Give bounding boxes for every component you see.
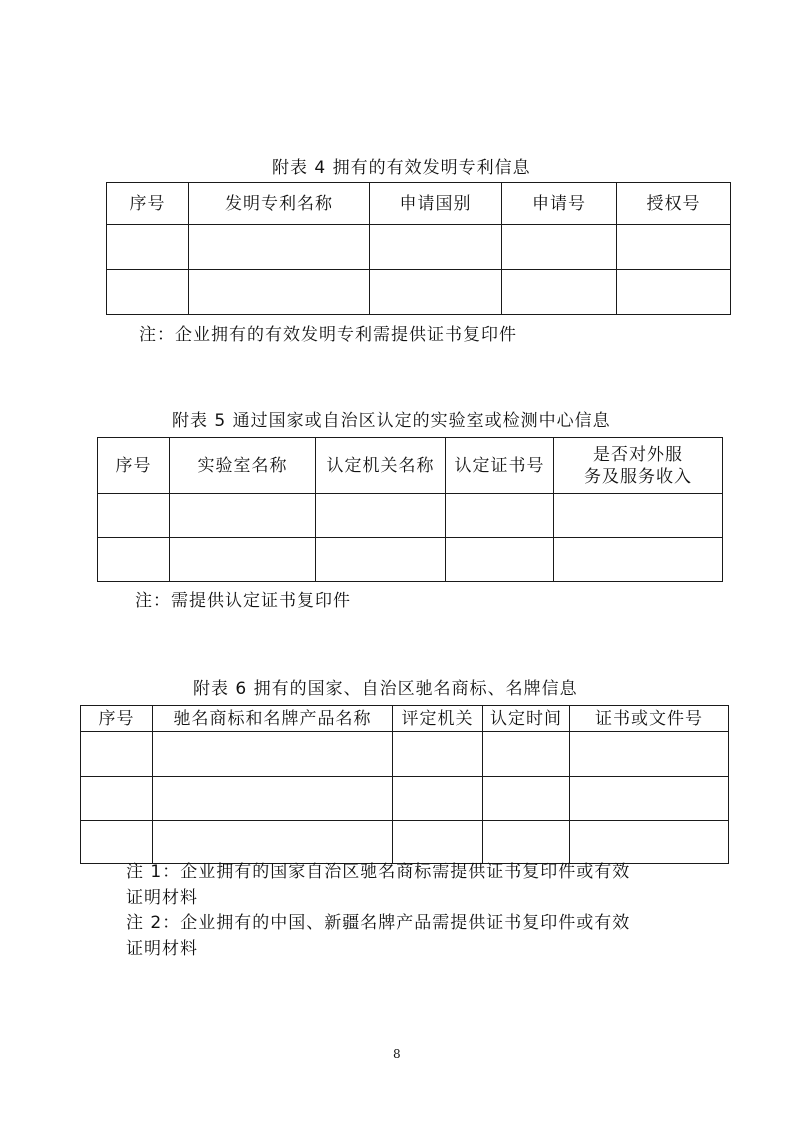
header-cell-certificate-no: 认定证书号 <box>446 438 554 494</box>
page-number: 8 <box>393 1047 401 1061</box>
table4-caption: 附表 4 拥有的有效发明专利信息 <box>272 158 531 178</box>
header-cell-grant-no: 授权号 <box>617 183 731 225</box>
table-cell[interactable] <box>189 225 370 270</box>
table-row <box>81 732 729 777</box>
table-cell[interactable] <box>502 270 617 315</box>
table6-note-2 <box>126 910 630 962</box>
header-cell-external-service <box>554 438 723 494</box>
table-cell[interactable] <box>98 538 170 582</box>
table-cell[interactable] <box>107 225 189 270</box>
table-cell[interactable] <box>81 821 153 864</box>
header-cell-evaluation-authority: 评定机关 <box>393 706 483 732</box>
table-cell[interactable] <box>570 777 729 821</box>
table-cell[interactable] <box>483 732 570 777</box>
table-cell[interactable] <box>570 821 729 864</box>
table6-note-1 <box>126 859 630 911</box>
table-header-row <box>81 706 729 732</box>
table-cell[interactable] <box>483 821 570 864</box>
header-cell-application-no: 申请号 <box>502 183 617 225</box>
table-cell[interactable] <box>617 270 731 315</box>
table-cell[interactable] <box>81 732 153 777</box>
header-cell-patent-name: 发明专利名称 <box>189 183 370 225</box>
table-cell[interactable] <box>170 538 316 582</box>
table-header-row <box>98 438 723 494</box>
table-cell[interactable] <box>393 732 483 777</box>
note-line: 注 1：企业拥有的国家自治区驰名商标需提供证书复印件或有效 <box>126 862 631 882</box>
patent-table <box>106 182 731 315</box>
table-cell[interactable] <box>170 494 316 538</box>
table-cell[interactable] <box>446 538 554 582</box>
note-line: 注 2：企业拥有的中国、新疆名牌产品需提供证书复印件或有效 <box>126 913 631 933</box>
table-cell[interactable] <box>316 538 446 582</box>
table-cell[interactable] <box>189 270 370 315</box>
header-cell-authority: 认定机关名称 <box>316 438 446 494</box>
table-cell[interactable] <box>370 270 502 315</box>
table-cell[interactable] <box>554 494 723 538</box>
header-cell-serial: 序号 <box>98 438 170 494</box>
table-cell[interactable] <box>483 777 570 821</box>
note-line: 证明材料 <box>126 888 198 908</box>
table-cell[interactable] <box>570 732 729 777</box>
laboratory-table <box>97 437 723 582</box>
table-cell[interactable] <box>107 270 189 315</box>
table-row <box>98 494 723 538</box>
header-line: 是否对外服 <box>593 444 683 465</box>
table6-caption: 附表 6 拥有的国家、自治区驰名商标、名牌信息 <box>193 679 578 699</box>
table5-caption: 附表 5 通过国家或自治区认定的实验室或检测中心信息 <box>172 411 611 431</box>
table-cell[interactable] <box>554 538 723 582</box>
table-cell[interactable] <box>617 225 731 270</box>
header-line: 务及服务收入 <box>584 466 692 487</box>
table-header-row <box>107 183 731 225</box>
table-cell[interactable] <box>153 821 393 864</box>
table-cell[interactable] <box>81 777 153 821</box>
table-row <box>81 777 729 821</box>
header-cell-country: 申请国别 <box>370 183 502 225</box>
table-row <box>81 821 729 864</box>
trademark-table <box>80 705 729 864</box>
table-row <box>98 538 723 582</box>
header-cell-serial: 序号 <box>81 706 153 732</box>
table-cell[interactable] <box>316 494 446 538</box>
table-cell[interactable] <box>370 225 502 270</box>
table5-note: 注：需提供认定证书复印件 <box>135 591 351 611</box>
table-cell[interactable] <box>153 732 393 777</box>
table4-note: 注：企业拥有的有效发明专利需提供证书复印件 <box>139 325 517 345</box>
header-cell-recognition-time: 认定时间 <box>483 706 570 732</box>
table-row <box>107 225 731 270</box>
table-cell[interactable] <box>153 777 393 821</box>
table-row <box>107 270 731 315</box>
table-cell[interactable] <box>502 225 617 270</box>
note-line: 证明材料 <box>126 939 198 959</box>
header-cell-lab-name: 实验室名称 <box>170 438 316 494</box>
header-cell-certificate-no: 证书或文件号 <box>570 706 729 732</box>
table-cell[interactable] <box>98 494 170 538</box>
table-cell[interactable] <box>393 821 483 864</box>
table-cell[interactable] <box>393 777 483 821</box>
header-cell-brand-name: 驰名商标和名牌产品名称 <box>153 706 393 732</box>
table-cell[interactable] <box>446 494 554 538</box>
header-cell-serial: 序号 <box>107 183 189 225</box>
